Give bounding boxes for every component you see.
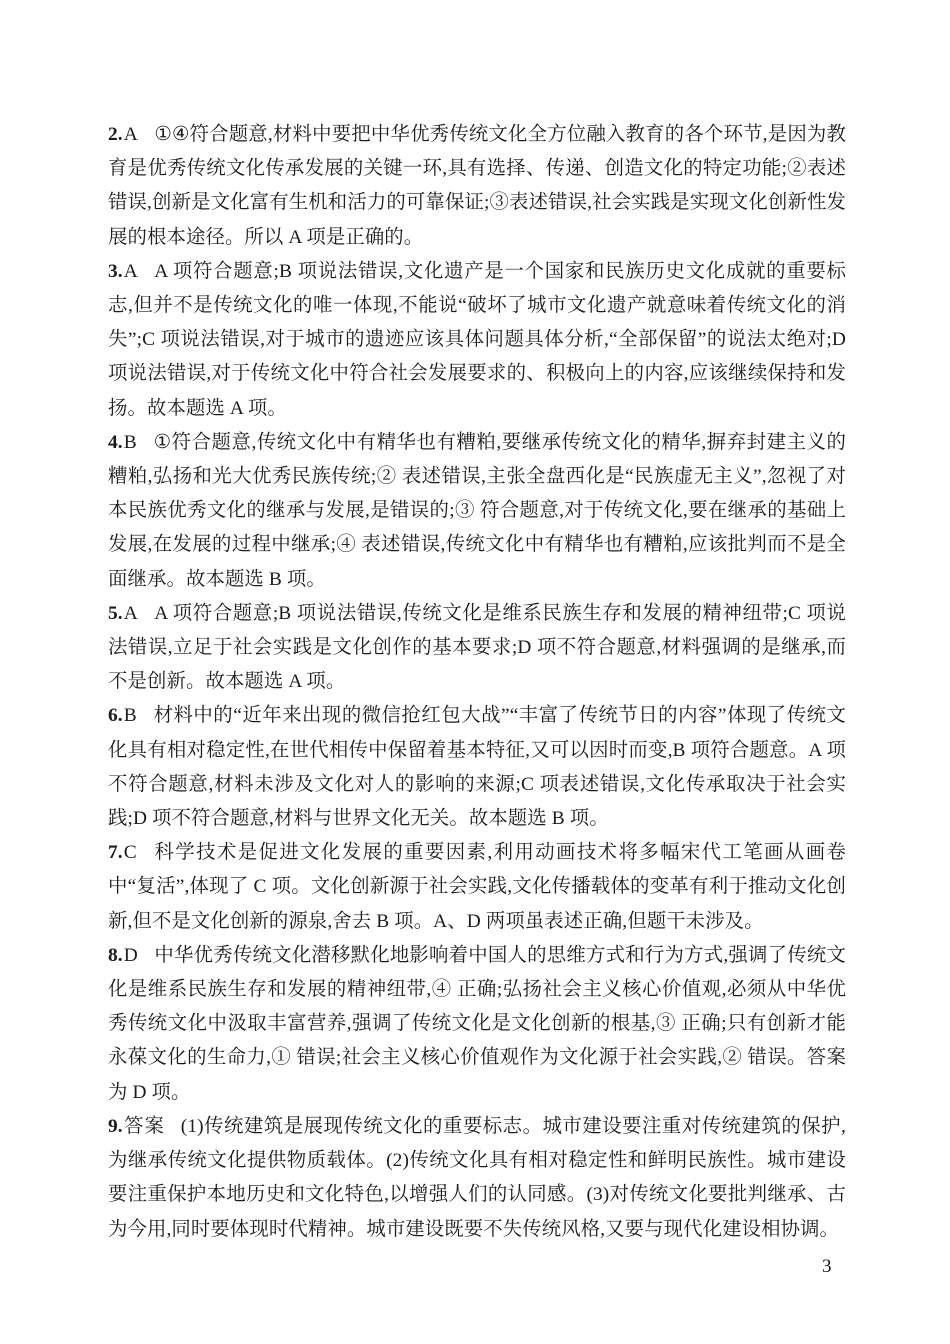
answer-number: 9. — [108, 1115, 123, 1137]
answer-number: 7. — [108, 842, 123, 864]
answer-item — [108, 118, 846, 255]
answer-option: A — [123, 124, 139, 145]
answer-item — [108, 255, 846, 426]
answer-option: C — [123, 842, 138, 864]
answer-number: 5. — [108, 602, 123, 624]
answer-text: 材料中的“近年来出现的微信抢红包大战”“丰富了传统节日的内容”体现了传统文化具有相对稳定性,在世代相传中保留着基本特征,又可以因时而变,B 项符合题意。A 项不符合题意,材料未涉及文化对人的影响的来源;C 项表述错误,文化传承取决于社会实践;D 项不符合题意,材料与世界文化无关。故本题选 B 项。 — [108, 705, 846, 830]
answer-number: 4. — [108, 431, 123, 453]
answer-option: A — [123, 260, 139, 282]
answer-number: 6. — [108, 705, 123, 727]
answer-number: 8. — [108, 944, 123, 966]
answer-text: A 项符合题意;B 项说法错误,传统文化是维系民族生存和发展的精神纽带;C 项说法错误,立足于社会实践是文化创作的基本要求;D 项不符合题意,材料强调的是继承,而不是创新。故本题选 A 项。 — [108, 602, 846, 693]
answer-text: 中华优秀传统文化潜移默化地影响着中国人的思维方式和行为方式,强调了传统文化是维系民族生存和发展的精神纽带,④ 正确;弘扬社会主义核心价值观,必须从中华优秀传统文化中汲取丰富营养,强调了传统文化是文化创新的根基,③ 正确;只有创新才能永葆文化的生命力,① 错误;社会主义核心价值观作为文化源于社会实践,② 错误。答案为 D 项。 — [108, 944, 846, 1103]
answer-item — [108, 836, 846, 939]
answer-text: ①符合题意,传统文化中有精华也有糟粕,要继承传统文化的精华,摒弃封建主义的糟粕,弘扬和光大优秀民族传统;② 表述错误,主张全盘西化是“民族虚无主义”,忽视了对本民族优秀文化的继承与发展,是错误的;③ 符合题意,对于传统文化,要在继承的基础上发展,在发展的过程中继承;④ 表述错误,传统文化中有精华也有糟粕,应该批判而不是全面继承。故本题选 B 项。 — [108, 431, 846, 590]
answer-option: D — [123, 944, 139, 966]
answer-item — [108, 426, 846, 597]
answer-text: 科学技术是促进文化发展的重要因素,利用动画技术将多幅宋代工笔画从画卷中“复活”,体现了 C 项。文化创新源于社会实践,文化传播载体的变革有利于推动文化创新,但不是文化创新的源泉,舍去 B 项。A、D 两项虽表述正确,但题干未涉及。 — [108, 842, 846, 932]
answer-option: A — [123, 602, 139, 624]
answer-option: B — [123, 431, 138, 453]
answer-text: A 项符合题意;B 项说法错误,文化遗产是一个国家和民族历史文化成就的重要标志,但并不是传统文化的唯一体现,不能说“破坏了城市文化遗产就意味着传统文化的消失”;C 项说法错误,对于城市的遗迹应该具体问题具体分析,“全部保留”的说法太绝对;D 项说法错误,对于传统文化中符合社会发展要求的、积极向上的内容,应该继续保持和发扬。故本题选 A 项。 — [108, 260, 846, 419]
answer-item — [108, 597, 846, 700]
page-number: 3 — [822, 1256, 832, 1277]
answer-item — [108, 939, 846, 1110]
answers-content — [108, 118, 846, 1247]
answer-text: (1)传统建筑是展现传统文化的重要标志。城市建设要注重对传统建筑的保护,为继承传统文化提供物质载体。(2)传统文化具有相对稳定性和鲜明民族性。城市建设要注重保护本地历史和文化特色,以增强人们的认同感。(3)对传统文化要批判继承、古为今用,同时要体现时代精神。城市建设既要不失传统风格,又要与现代化建设相协调。 — [108, 1115, 847, 1240]
answer-number: 2. — [108, 124, 123, 145]
answer-option: B — [123, 705, 138, 727]
answer-item — [108, 699, 846, 836]
answer-number: 3. — [108, 260, 123, 282]
answer-item — [108, 1110, 846, 1247]
answer-text: ①④符合题意,材料中要把中华优秀传统文化全方位融入教育的各个环节,是因为教育是优秀传统文化传承发展的关键一环,具有选择、传递、创造文化的特定功能;②表述错误,创新是文化富有生机和活力的可靠保证;③表述错误,社会实践是实现文化创新性发展的根本途径。所以 A 项是正确的。 — [108, 124, 846, 248]
answer-option: 答案 — [123, 1115, 165, 1137]
